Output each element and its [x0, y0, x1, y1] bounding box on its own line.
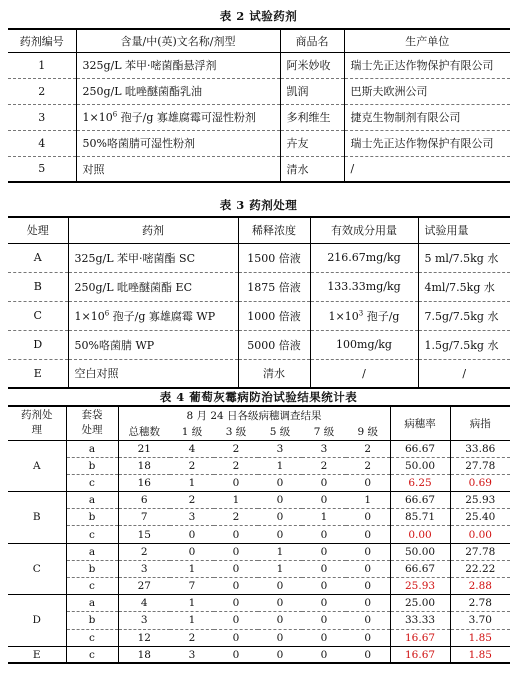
table4-cell-total: 16	[118, 474, 170, 491]
table4-cell-grade7: 0	[302, 526, 346, 543]
table4-cell-grade7: 0	[302, 492, 346, 509]
table2-cell-name: 对照	[76, 156, 280, 182]
table4-cell-rate: 50.00	[390, 457, 450, 474]
table-row	[8, 104, 510, 130]
table4-cell-grade1: 3	[170, 509, 214, 526]
table2-cell-maker: 巴斯夫欧洲公司	[344, 78, 510, 104]
table4-cell-index: 3.70	[450, 612, 510, 629]
table4-cell-bag: b	[66, 457, 118, 474]
table4-cell-grade9: 2	[346, 457, 390, 474]
table2-cell-name	[76, 104, 280, 130]
table4-cell-bag: c	[66, 646, 118, 663]
table-row	[8, 359, 510, 388]
table-row	[8, 612, 510, 629]
table4-header-grade5: 5 级	[258, 423, 302, 440]
table4-cell-index: 1.85	[450, 646, 510, 663]
table4-cell-grade9: 0	[346, 543, 390, 560]
table4-cell-rate: 0.00	[390, 526, 450, 543]
table4-cell-grade3: 2	[214, 509, 258, 526]
table3-cell-dilution: 1500 倍液	[238, 243, 310, 272]
table4-cell-rate: 25.00	[390, 595, 450, 612]
table4-cell-grade9: 0	[346, 612, 390, 629]
table4-cell-grade9: 0	[346, 578, 390, 595]
table-row	[8, 440, 510, 457]
table4-cell-grade1: 2	[170, 457, 214, 474]
table4-cell-grade9: 0	[346, 474, 390, 491]
table4-cell-grade7: 0	[302, 578, 346, 595]
table4-body	[8, 440, 510, 663]
table4-cell-bag: c	[66, 474, 118, 491]
table3-header-usage: 试验用量	[418, 217, 510, 243]
table4-cell-index: 25.40	[450, 509, 510, 526]
dose-prefix: 1×10	[328, 309, 359, 323]
table-row	[8, 272, 510, 301]
table4-cell-grade5: 0	[258, 474, 302, 491]
table2-header-row	[8, 29, 510, 52]
table-row	[8, 560, 510, 577]
table2-cell-name: 325g/L 苯甲·嘧菌酯悬浮剂	[76, 52, 280, 78]
table2-cell-name: 250g/L 吡唑醚菌酯乳油	[76, 78, 280, 104]
table4-cell-grade9: 0	[346, 646, 390, 663]
table4-cell-grade3: 0	[214, 629, 258, 646]
table4-cell-grade5: 0	[258, 492, 302, 509]
table2-title: 表 2 试验药剂	[219, 9, 298, 23]
table2-header-name: 含量/中(英)文名称/剂型	[76, 29, 280, 52]
table2-cell-id: 2	[8, 78, 76, 104]
table3	[8, 216, 510, 389]
table4-title: 表 4 葡萄灰霉病防治试验结果统计表	[159, 390, 358, 404]
table3-header-row	[8, 217, 510, 243]
table4-cell-bag: b	[66, 509, 118, 526]
table3-cell-dose: 216.67mg/kg	[310, 243, 418, 272]
table4-cell-total: 21	[118, 440, 170, 457]
table4-cell-index: 25.93	[450, 492, 510, 509]
table4-header-row-1	[8, 406, 510, 423]
table4-cell-grade5: 1	[258, 457, 302, 474]
table4-cell-grade7: 0	[302, 560, 346, 577]
table2-cell-maker: 捷克生物制剂有限公司	[344, 104, 510, 130]
table3-cell-name: 空白对照	[68, 359, 238, 388]
table4-cell-total: 4	[118, 595, 170, 612]
table3-cell-dilution: 1875 倍液	[238, 272, 310, 301]
table3-cell-name: 250g/L 吡唑醚菌酯 EC	[68, 272, 238, 301]
table2-cell-id: 3	[8, 104, 76, 130]
table3-cell-dose	[310, 301, 418, 330]
table3-cell-dose: /	[310, 359, 418, 388]
table4-cell-grade7: 3	[302, 440, 346, 457]
table3-cell-usage: 7.5g/7.5kg 水	[418, 301, 510, 330]
table-row	[8, 492, 510, 509]
table4-cell-rate: 85.71	[390, 509, 450, 526]
table4-cell-grade7: 0	[302, 646, 346, 663]
table4-cell-grade9: 0	[346, 560, 390, 577]
table2-cell-id: 1	[8, 52, 76, 78]
table4-cell-treatment: B	[8, 492, 66, 544]
table4-cell-grade9: 2	[346, 440, 390, 457]
table3-cell-usage: /	[418, 359, 510, 388]
name-exponent: 6	[112, 110, 118, 119]
table4-cell-grade5: 0	[258, 578, 302, 595]
table-row	[8, 509, 510, 526]
table3-header-id: 处理	[8, 217, 68, 243]
table4-cell-grade5: 0	[258, 509, 302, 526]
table3-header-dilution: 稀释浓度	[238, 217, 310, 243]
table3-title: 表 3 药剂处理	[219, 198, 298, 212]
table2-cell-name: 50%咯菌腈可湿性粉剂	[76, 130, 280, 156]
table4-cell-rate: 16.67	[390, 646, 450, 663]
table4-cell-grade5: 1	[258, 543, 302, 560]
table4-cell-grade7: 0	[302, 474, 346, 491]
table4-header-survey: 8 月 24 日各级病穗调查结果	[118, 406, 390, 423]
table2-cell-brand: 卉友	[280, 130, 344, 156]
table-row	[8, 52, 510, 78]
table2-cell-id: 4	[8, 130, 76, 156]
table3-cell-usage: 4ml/7.5kg 水	[418, 272, 510, 301]
table3-cell-id: D	[8, 330, 68, 359]
table4-cell-grade5: 3	[258, 440, 302, 457]
table4-cell-total: 27	[118, 578, 170, 595]
table-row	[8, 578, 510, 595]
table2-cell-brand: 清水	[280, 156, 344, 182]
table4-cell-rate: 50.00	[390, 543, 450, 560]
table2-header-brand: 商品名	[280, 29, 344, 52]
table4-cell-grade5: 0	[258, 526, 302, 543]
table4-cell-grade9: 0	[346, 629, 390, 646]
table4-cell-grade1: 4	[170, 440, 214, 457]
table4-cell-grade3: 0	[214, 560, 258, 577]
table4-cell-grade3: 2	[214, 457, 258, 474]
table4-header-rate: 病穗率	[390, 406, 450, 440]
table4-cell-grade5: 1	[258, 560, 302, 577]
table-row	[8, 543, 510, 560]
table4-cell-rate: 66.67	[390, 560, 450, 577]
table4-cell-grade7: 2	[302, 457, 346, 474]
table2-header-id: 药剂编号	[8, 29, 76, 52]
table4-cell-grade3: 0	[214, 646, 258, 663]
table4-cell-grade1: 2	[170, 492, 214, 509]
table4-cell-grade7: 0	[302, 543, 346, 560]
table4-cell-grade1: 1	[170, 612, 214, 629]
table4-cell-bag: b	[66, 612, 118, 629]
table3-cell-dilution: 5000 倍液	[238, 330, 310, 359]
table3-cell-id: B	[8, 272, 68, 301]
table3-header-dose: 有效成分用量	[310, 217, 418, 243]
table3-header-name: 药剂	[68, 217, 238, 243]
table4-header-treatment: 药剂处理	[8, 406, 66, 440]
table4-cell-bag: c	[66, 578, 118, 595]
table4-cell-treatment: C	[8, 543, 66, 595]
table4-cell-grade1: 0	[170, 526, 214, 543]
name-suffix: 孢子/g 寡雄腐霉可湿性粉剂	[117, 111, 256, 124]
table4-cell-total: 3	[118, 560, 170, 577]
table4-cell-grade3: 0	[214, 526, 258, 543]
table4-cell-grade3: 0	[214, 474, 258, 491]
table4-cell-treatment: E	[8, 646, 66, 663]
table3-cell-dose: 133.33mg/kg	[310, 272, 418, 301]
table4-header-grade1: 1 级	[170, 423, 214, 440]
table4-cell-bag: a	[66, 492, 118, 509]
table4-header-grade7: 7 级	[302, 423, 346, 440]
table2-cell-id: 5	[8, 156, 76, 182]
table-row	[8, 330, 510, 359]
table2	[8, 28, 510, 183]
table3-cell-dose: 100mg/kg	[310, 330, 418, 359]
table4-cell-total: 18	[118, 457, 170, 474]
table4-cell-total: 18	[118, 646, 170, 663]
table4-cell-rate: 66.67	[390, 492, 450, 509]
table4-cell-index: 1.85	[450, 629, 510, 646]
table4-cell-grade3: 0	[214, 612, 258, 629]
table4-header-grade9: 9 级	[346, 423, 390, 440]
dose-exponent: 3	[358, 308, 364, 317]
table2-cell-maker: /	[344, 156, 510, 182]
table-row	[8, 301, 510, 330]
table4-cell-treatment: A	[8, 440, 66, 492]
table-row	[8, 595, 510, 612]
table-row	[8, 629, 510, 646]
table4-cell-treatment: D	[8, 595, 66, 647]
table4	[8, 405, 510, 664]
table3-cell-usage: 1.5g/7.5kg 水	[418, 330, 510, 359]
table2-header-maker: 生产单位	[344, 29, 510, 52]
table2-cell-brand: 阿米妙收	[280, 52, 344, 78]
table4-cell-total: 7	[118, 509, 170, 526]
table4-cell-grade9: 1	[346, 492, 390, 509]
name-prefix: 1×10	[74, 309, 105, 323]
table4-cell-grade9: 0	[346, 509, 390, 526]
table-row	[8, 646, 510, 663]
table-row	[8, 130, 510, 156]
table4-header-bag: 套袋处理	[66, 406, 118, 440]
table4-cell-rate: 25.93	[390, 578, 450, 595]
table-row	[8, 474, 510, 491]
table4-cell-total: 6	[118, 492, 170, 509]
table4-cell-rate: 66.67	[390, 440, 450, 457]
table4-cell-grade9: 0	[346, 595, 390, 612]
name-prefix: 1×10	[82, 111, 113, 124]
name-suffix: 孢子/g 寡雄腐霉 WP	[109, 309, 216, 323]
table4-cell-grade9: 0	[346, 526, 390, 543]
table3-cell-name	[68, 301, 238, 330]
table4-cell-grade1: 1	[170, 474, 214, 491]
table4-cell-index: 22.22	[450, 560, 510, 577]
table4-cell-grade3: 0	[214, 578, 258, 595]
table3-cell-name: 325g/L 苯甲·嘧菌酯 SC	[68, 243, 238, 272]
table4-cell-index: 0.69	[450, 474, 510, 491]
table4-cell-grade5: 0	[258, 629, 302, 646]
table4-cell-total: 2	[118, 543, 170, 560]
table4-cell-grade7: 0	[302, 629, 346, 646]
table-row	[8, 78, 510, 104]
table4-cell-bag: b	[66, 560, 118, 577]
table2-cell-maker: 瑞士先正达作物保护有限公司	[344, 130, 510, 156]
table4-cell-grade1: 0	[170, 543, 214, 560]
table4-cell-index: 27.78	[450, 543, 510, 560]
table-row	[8, 156, 510, 182]
table3-cell-dilution: 清水	[238, 359, 310, 388]
table4-cell-index: 0.00	[450, 526, 510, 543]
table4-cell-total: 3	[118, 612, 170, 629]
table4-cell-index: 33.86	[450, 440, 510, 457]
table4-cell-bag: c	[66, 526, 118, 543]
table2-cell-brand: 多利维生	[280, 104, 344, 130]
dose-suffix: 孢子/g	[363, 309, 400, 323]
table4-cell-bag: a	[66, 543, 118, 560]
table4-cell-bag: c	[66, 629, 118, 646]
table3-cell-dilution: 1000 倍液	[238, 301, 310, 330]
table-row	[8, 243, 510, 272]
table-row	[8, 457, 510, 474]
table4-cell-grade7: 0	[302, 595, 346, 612]
table4-cell-total: 12	[118, 629, 170, 646]
table4-cell-grade1: 2	[170, 629, 214, 646]
table4-cell-grade3: 1	[214, 492, 258, 509]
table4-cell-grade5: 0	[258, 646, 302, 663]
table4-cell-grade1: 1	[170, 595, 214, 612]
table4-cell-index: 27.78	[450, 457, 510, 474]
table2-cell-brand: 凯润	[280, 78, 344, 104]
table4-header-grade3: 3 级	[214, 423, 258, 440]
table4-cell-grade7: 0	[302, 612, 346, 629]
table4-cell-grade1: 7	[170, 578, 214, 595]
table4-cell-grade1: 3	[170, 646, 214, 663]
table3-cell-name: 50%咯菌腈 WP	[68, 330, 238, 359]
table4-cell-total: 15	[118, 526, 170, 543]
table4-cell-grade3: 0	[214, 543, 258, 560]
table4-cell-grade7: 1	[302, 509, 346, 526]
table3-cell-usage: 5 ml/7.5kg 水	[418, 243, 510, 272]
table-row	[8, 526, 510, 543]
table4-cell-grade5: 0	[258, 595, 302, 612]
table3-cell-id: A	[8, 243, 68, 272]
table2-cell-maker: 瑞士先正达作物保护有限公司	[344, 52, 510, 78]
table4-cell-grade3: 0	[214, 595, 258, 612]
table4-cell-bag: a	[66, 440, 118, 457]
table4-header-total: 总穗数	[118, 423, 170, 440]
table4-cell-grade5: 0	[258, 612, 302, 629]
table4-cell-index: 2.78	[450, 595, 510, 612]
table3-cell-id: C	[8, 301, 68, 330]
table4-cell-grade3: 2	[214, 440, 258, 457]
table4-cell-rate: 6.25	[390, 474, 450, 491]
table3-cell-id: E	[8, 359, 68, 388]
table4-cell-rate: 16.67	[390, 629, 450, 646]
table4-header-index: 病指	[450, 406, 510, 440]
table4-cell-rate: 33.33	[390, 612, 450, 629]
table4-cell-bag: a	[66, 595, 118, 612]
table4-cell-index: 2.88	[450, 578, 510, 595]
name-exponent: 6	[104, 308, 110, 317]
table4-cell-grade1: 1	[170, 560, 214, 577]
